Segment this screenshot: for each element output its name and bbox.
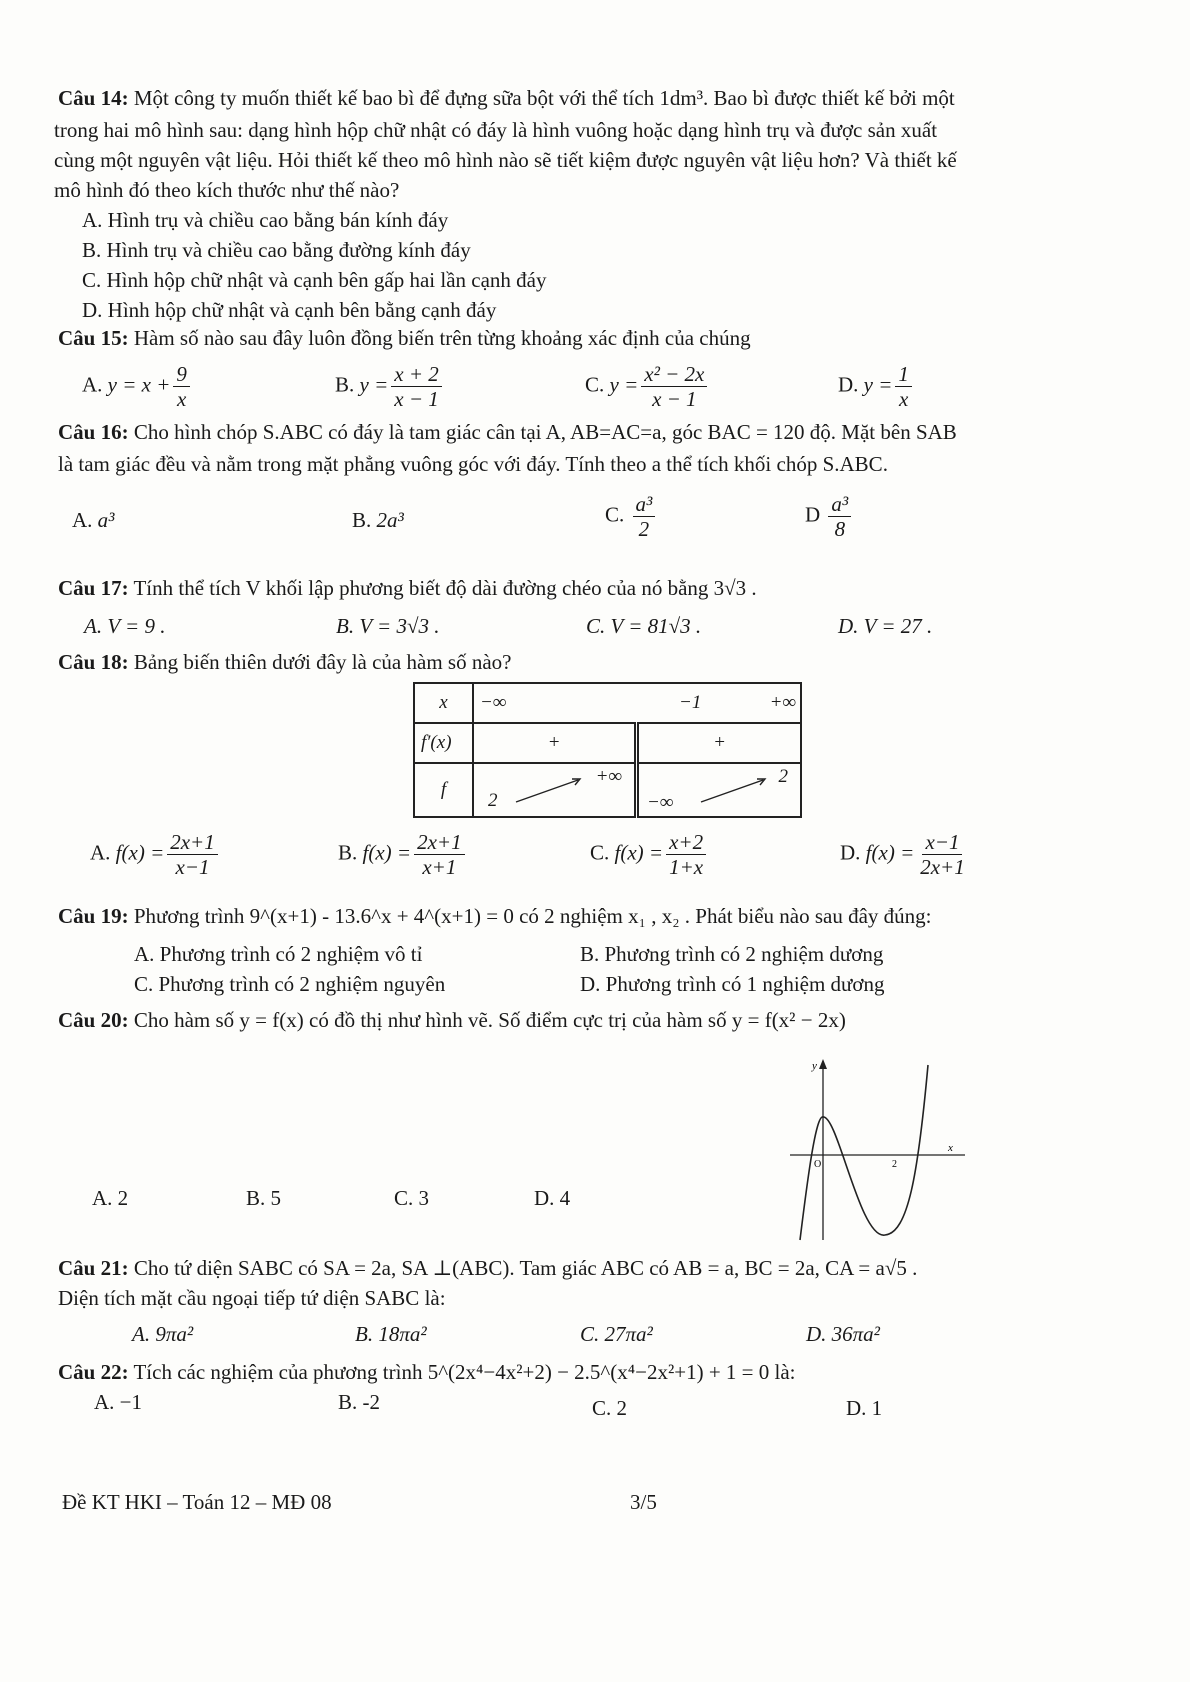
- q20-option-d: D. 4: [534, 1186, 571, 1210]
- svg-text:2: 2: [892, 1159, 897, 1170]
- q18-option-a: A. f(x) = $\frac{2x+1}{x-1}$: [90, 830, 221, 879]
- variation-table: [413, 682, 802, 818]
- svg-text:O: O: [814, 1159, 822, 1170]
- q14-option-c: C. Hình hộp chữ nhật và cạnh bên gấp hai lần cạnh đáy: [82, 268, 547, 292]
- q18-question: Câu 18: Bảng biến thiên dưới đây là của hàm số nào?: [58, 650, 512, 674]
- q14-line-4: mô hình đó theo kích thước như thế nào?: [54, 178, 400, 202]
- q16-option-d: D $\frac{\text{a³}}{8}$: [805, 492, 854, 541]
- q19-option-a: A. Phương trình có 2 nghiệm vô tỉ: [134, 942, 423, 966]
- q20-option-a: A. 2: [92, 1186, 129, 1210]
- q20-option-b: B. 5: [246, 1186, 282, 1210]
- table-f-left: 2 +∞: [473, 763, 637, 817]
- q17-option-c: C. V = 81√3 .: [586, 614, 702, 638]
- q15-option-d: D. y = $\frac{1}{x}$: [838, 362, 915, 411]
- page-number: 3/5: [630, 1490, 657, 1514]
- table-fprime-header: f′(x): [414, 723, 473, 763]
- q21-line-2: Diện tích mặt cầu ngoại tiếp tứ diện SABC là:: [58, 1286, 446, 1310]
- q18-option-d: D. f(x) = $\frac{x-1}{2x+1}$: [840, 830, 965, 879]
- table-fprime-left: +: [473, 723, 637, 763]
- q15-option-c: C. y = $\frac{\text{x² − 2x}}{x - 1}$: [585, 362, 710, 411]
- q16-option-c: C. $\frac{\text{a³}}{2}$: [605, 492, 658, 541]
- q15-option-b: B. y = $\frac{x + 2}{x - 1}$: [335, 362, 445, 411]
- q22-option-b: B. -2: [338, 1390, 380, 1414]
- svg-text:x: x: [948, 1142, 953, 1154]
- footer-exam-code: Đề KT HKI – Toán 12 – MĐ 08: [62, 1490, 332, 1514]
- curve: [800, 1065, 928, 1240]
- q16-line-2: là tam giác đều và nằm trong mặt phẳng vuông góc với đáy. Tính theo a thể tích khối chóp S.ABC.: [58, 452, 888, 476]
- q14-option-a: A. Hình trụ và chiều cao bằng bán kính đáy: [82, 208, 449, 232]
- q14-option-b: B. Hình trụ và chiều cao bằng đường kính đáy: [82, 238, 471, 262]
- q18-option-b: B. f(x) = $\frac{2x+1}{x+1}$: [338, 830, 468, 879]
- table-fprime-right: +: [637, 723, 802, 763]
- q19-question: Câu 19: Phương trình 9^(x+1) - 13.6^x + 4^(x+1) = 0 có 2 nghiệm x₁ , x₂ . Phát biểu nào sau đây đúng:: [58, 904, 932, 928]
- q19-option-c: C. Phương trình có 2 nghiệm nguyên: [134, 972, 446, 996]
- q14-line-1: Câu 14: Một công ty muốn thiết kế bao bì để đựng sữa bột với thể tích 1dm³. Bao bì được thiết kế bởi một: [58, 86, 955, 110]
- q20-option-c: C. 3: [394, 1186, 430, 1210]
- q15-question: Câu 15: Hàm số nào sau đây luôn đồng biến trên từng khoảng xác định của chúng: [58, 326, 751, 350]
- q22-option-a: A. −1: [94, 1390, 143, 1414]
- table-x-values: −∞ −1 +∞: [473, 683, 801, 723]
- q22-question: Câu 22: Tích các nghiệm của phương trình 5^(2x⁴−4x²+2) − 2.5^(x⁴−2x²+1) + 1 = 0 là:: [58, 1360, 796, 1384]
- q17-option-d: D. V = 27 .: [838, 614, 933, 638]
- q22-option-d: D. 1: [846, 1396, 883, 1420]
- q22-option-c: C. 2: [592, 1396, 628, 1420]
- q16-option-a: A. a³: [72, 508, 115, 532]
- q21-line-1: Câu 21: Cho tứ diện SABC có SA = 2a, SA ⊥(ABC). Tam giác ABC có AB = a, BC = 2a, CA = a√5 .: [58, 1256, 918, 1280]
- q21-option-c: C. 27πa²: [580, 1322, 653, 1346]
- q21-option-d: D. 36πa²: [806, 1322, 880, 1346]
- q14-option-d: D. Hình hộp chữ nhật và cạnh bên bằng cạnh đáy: [82, 298, 497, 322]
- q17-option-a: A. V = 9 .: [84, 614, 166, 638]
- q21-option-b: B. 18πa²: [355, 1322, 427, 1346]
- q14-line-2: trong hai mô hình sau: dạng hình hộp chữ nhật có đáy là hình vuông hoặc dạng hình trụ và được sản xuất: [54, 118, 938, 142]
- q20-question: Câu 20: Cho hàm số y = f(x) có đồ thị như hình vẽ. Số điểm cực trị của hàm số y = f(x² − 2x): [58, 1008, 846, 1032]
- q14-line-3: cùng một nguyên vật liệu. Hỏi thiết kế theo mô hình nào sẽ tiết kiệm được nguyên vật liệu hơn? Và thiết kế: [54, 148, 957, 172]
- q19-option-b: B. Phương trình có 2 nghiệm dương: [580, 942, 884, 966]
- q16-option-b: B. 2a³: [352, 508, 404, 532]
- increasing-arrow-icon: [699, 776, 769, 806]
- table-f-header: f: [414, 763, 473, 817]
- q16-line-1: Câu 16: Cho hình chóp S.ABC có đáy là tam giác cân tại A, AB=AC=a, góc BAC = 120 độ. Mặt bên SAB: [58, 420, 957, 444]
- y-axis-arrow-icon: [819, 1059, 827, 1069]
- q19-option-d: D. Phương trình có 1 nghiệm dương: [580, 972, 885, 996]
- q21-option-a: A. 9πa²: [132, 1322, 194, 1346]
- q17-question: Câu 17: Tính thể tích V khối lập phương biết độ dài đường chéo của nó bằng 3√3 .: [58, 576, 757, 600]
- increasing-arrow-icon: [514, 776, 584, 806]
- q15-option-a: A. y = x + $\frac{9}{x}$: [82, 362, 193, 411]
- function-graph: [790, 1055, 970, 1245]
- svg-text:y: y: [812, 1060, 817, 1072]
- table-f-right: −∞ 2: [637, 763, 802, 817]
- q18-option-c: C. f(x) = $\frac{x+2}{1+x}$: [590, 830, 709, 879]
- table-x-header: x: [414, 683, 473, 723]
- q17-option-b: B. V = 3√3 .: [336, 614, 440, 638]
